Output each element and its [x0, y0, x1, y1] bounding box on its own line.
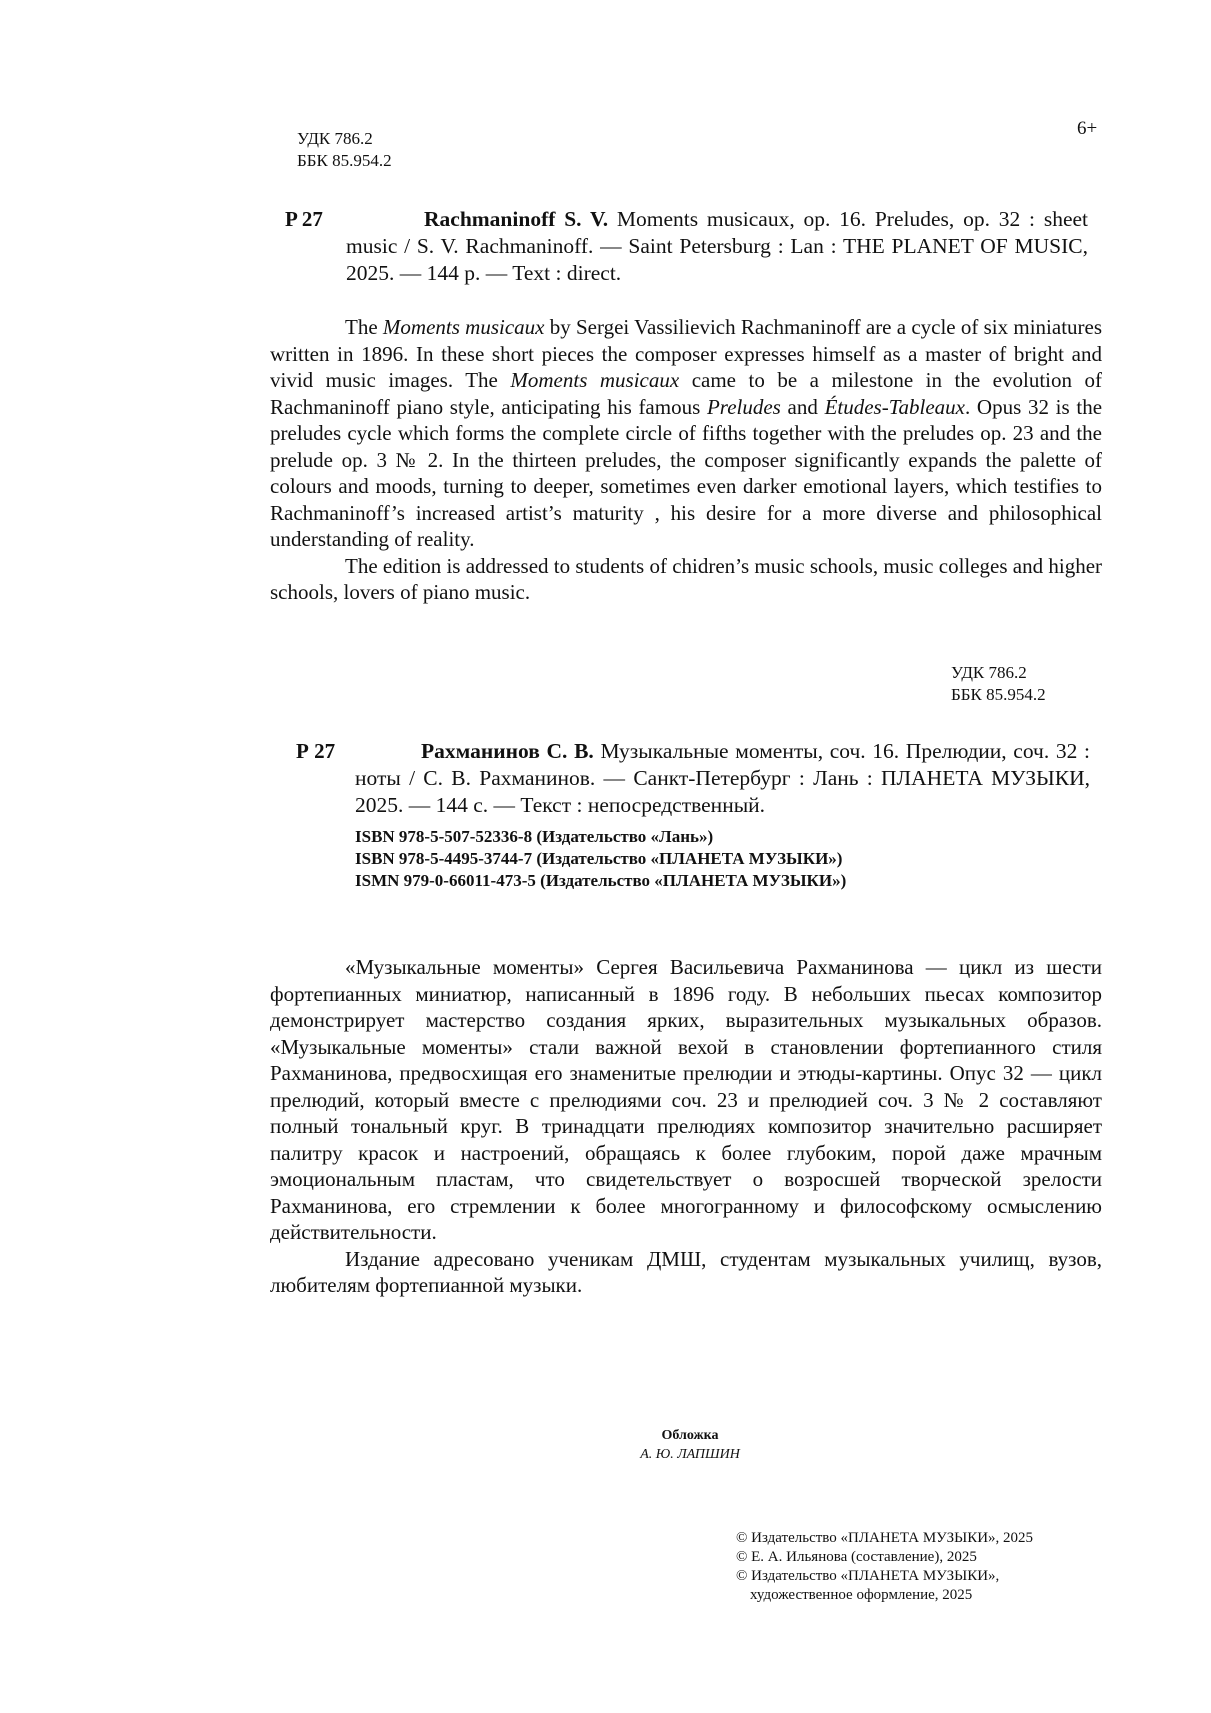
ismn-planeta: ISMN 979-0-66011-473-5 (Издательство «ПЛАНЕТА МУЗЫКИ») — [355, 871, 847, 890]
abstract-ru — [270, 954, 1102, 1299]
copyright-line-4: художественное оформление, 2025 — [750, 1587, 973, 1603]
citation-text-en: Moments musicaux, op. 16. Preludes, op. 32 : sheet music / S. V. Rachmaninoff. — Saint Petersburg : Lan : THE PLANET OF MUSIC, 2025. — 144 p. — Text : direct. — [346, 207, 1089, 285]
abstract-ru-paragraph-2: Издание адресовано ученикам ДМШ, студентам музыкальных училищ, вузов, любителям фортепианной музыки. — [270, 1246, 1102, 1297]
udk-code-ru: УДК 786.2 — [951, 663, 1027, 682]
citation-en — [346, 206, 1088, 287]
bbk-code-ru: ББК 85.954.2 — [951, 685, 1046, 704]
abstract-ru-paragraph-1: «Музыкальные моменты» Сергея Васильевича Рахманинова — цикл из шести фортепианных миниатюр, написанный в 1896 году. В небольших пьесах композитор демонстрирует мастерство создания ярких, выразительных музыкальных образов. «Музыкальные моменты» стали важной вехой в становлении фортепианного стиля Рахманинова, предвосхищая его знаменитые прелюдии и этюды-картины. Опус 32 — цикл прелюдий, который вместе с прелюдиями соч. 23 и прелюдией соч. 3 № 2 составляют полный тональный круг. В тринадцати прелюдиях композитор значительно расширяет палитру красок и настроений, обращаясь к более глубоким, порой даже мрачным эмоциональным пластам, что свидетельствует о возросшей творческой зрелости Рахманинова, его стремлении к более многогранному и философскому осмыслению действительности. — [270, 955, 1102, 1244]
copyright-line-1: © Издательство «ПЛАНЕТА МУЗЫКИ», 2025 — [736, 1530, 1034, 1546]
abstract-en — [270, 314, 1102, 606]
copyright-line-3: © Издательство «ПЛАНЕТА МУЗЫКИ», — [736, 1568, 1000, 1584]
copyright-block — [736, 1529, 1033, 1605]
abstract-en-paragraph-1: The Moments musicaux by Sergei Vassilievich Rachmaninoff are a cycle of six miniatures written in 1896. In these short pieces the composer expresses himself as a master of bright and vivid music images. The Moments musicaux came to be a milestone in the evolution of Rachmaninoff piano style, anticipating his famous Preludes and Études-Tableaux. Opus 32 is the preludes cycle which forms the complete circle of fifths together with the preludes op. 23 and the prelude op. 3 № 2. In the thirteen preludes, the composer significantly expands the palette of colours and moods, turning to deeper, sometimes even darker emotional layers, which testifies to Rachmaninoff’s increased artist’s maturity , his desire for a more diverse and philosophical understanding of reality. — [270, 315, 1103, 551]
author-en: Rachmaninoff S. V. — [424, 207, 609, 231]
author-ru: Рахманинов С. В. — [421, 739, 594, 763]
abstract-en-paragraph-2: The edition is addressed to students of chidren’s music schools, music colleges and higher schools, lovers of piano music. — [270, 553, 1103, 604]
age-rating: 6+ — [1077, 118, 1098, 139]
classification-block-ru — [951, 662, 1046, 706]
copyright-line-2: © Е. А. Ильянова (составление), 2025 — [736, 1549, 977, 1565]
isbn-block — [355, 826, 846, 892]
cover-label: Обложка — [661, 1428, 719, 1443]
cover-credit — [560, 1426, 820, 1464]
citation-ru — [355, 738, 1090, 819]
classification-block — [297, 128, 392, 172]
cover-artist: А. Ю. ЛАПШИН — [640, 1447, 740, 1462]
citation-text-ru: Музыкальные моменты, соч. 16. Прелюдии, соч. 32 : ноты / С. В. Рахманинов. — Санкт-Петербург : Лань : ПЛАНЕТА МУЗЫКИ, 2025. — 144 с. — Текст : непосредственный. — [355, 739, 1090, 817]
isbn-planeta: ISBN 978-5-4495-3744-7 (Издательство «ПЛАНЕТА МУЗЫКИ») — [355, 849, 843, 868]
isbn-lan: ISBN 978-5-507-52336-8 (Издательство «Лань») — [355, 827, 714, 846]
bbk-code: ББК 85.954.2 — [297, 151, 392, 170]
library-code-ru: Р 27 — [296, 739, 336, 763]
udk-code: УДК 786.2 — [297, 129, 373, 148]
library-code-en: P 27 — [285, 207, 323, 231]
